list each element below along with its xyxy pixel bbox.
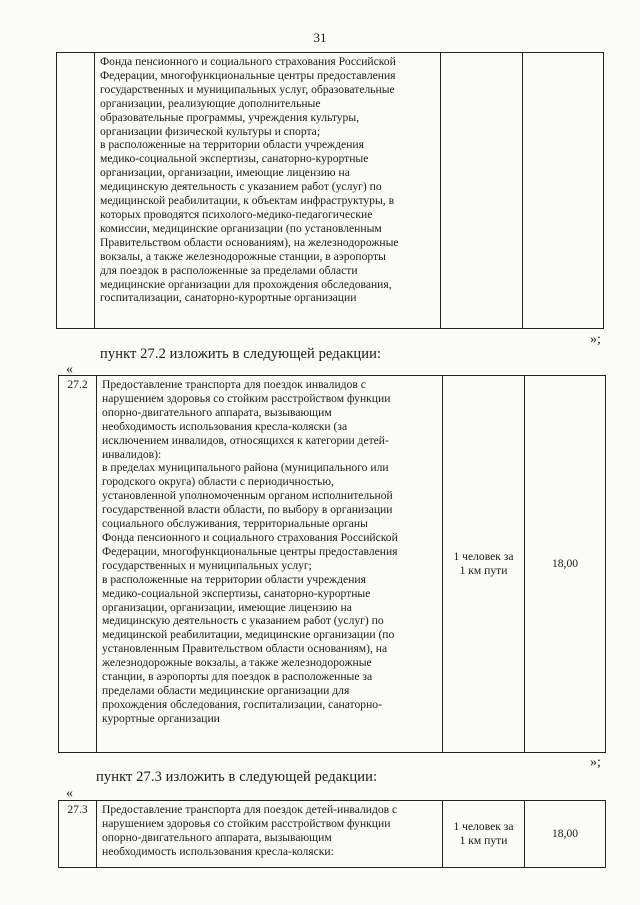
text-line: в расположенные на территории области учреждения: [100, 138, 364, 152]
text-line: государственной власти области, по выбору в организации: [102, 503, 393, 517]
amendment-instruction: пункт 27.3 изложить в следующей редакции:: [96, 769, 378, 785]
number-cell: [57, 53, 95, 329]
text-line: организации, организации, имеющие лицензию на: [102, 600, 352, 614]
text-line: Предоставление транспорта для поездок инвалидов с: [102, 378, 366, 391]
page-number: 31: [313, 30, 327, 45]
text-line: железнодорожные вокзалы, а также железнодорожные: [102, 656, 372, 670]
text-line: опорно-двигательного аппарата, вызывающим: [102, 830, 332, 844]
item-27-2-table: [58, 375, 606, 753]
description-cell: [97, 376, 443, 753]
description-cell: [95, 53, 441, 329]
opening-quote: «: [66, 786, 73, 801]
text-line: необходимость использования кресла-коляски (за: [102, 419, 348, 433]
description-lines: [102, 803, 438, 859]
text-line: исключением инвалидов, относящихся к категории детей-: [102, 433, 389, 447]
text-line: Правительством области основаниям), на железнодорожные: [100, 235, 399, 249]
text-line: Федерации, многофункциональные центры предоставления: [100, 68, 396, 82]
text-line: медицинские организации для прохождения обследования,: [100, 277, 392, 291]
description-lines: [102, 378, 438, 726]
text-line: государственных и муниципальных услуг, образовательные: [100, 82, 395, 96]
text-line: городского округа) области с периодичностью,: [102, 475, 334, 489]
text-line: Фонда пенсионного и социального страхования Российской: [100, 55, 396, 68]
text-line: для поездок в расположенные за пределами области: [100, 263, 358, 277]
text-line: установленным Правительством области основаниям), на: [102, 642, 388, 656]
continuation-table: [56, 52, 604, 329]
closing-quote: »;: [590, 755, 601, 770]
table-row: [59, 801, 606, 868]
text-line: образовательные программы, учреждения культуры,: [100, 110, 360, 124]
unit-cell: [443, 801, 525, 868]
unit-cell: [443, 376, 525, 753]
text-line: установленной уполномоченным органом исполнительной: [102, 489, 393, 503]
text-line: в пределах муниципального района (муниципального или: [102, 461, 389, 475]
text-line: организации физической культуры и спорта;: [100, 124, 321, 138]
unit-line: 1 человек за: [453, 550, 514, 564]
description-cell: [97, 801, 443, 868]
item-number: 27.3: [59, 801, 97, 868]
closing-quote: »;: [590, 332, 601, 347]
text-line: прохождения обследования, госпитализации, санаторно-: [102, 697, 382, 711]
unit-line: 1 человек за: [453, 820, 514, 834]
text-line: медицинской реабилитации, медицинские организации (по: [102, 628, 395, 642]
text-line: пределами области медицинские организации для: [102, 683, 350, 697]
opening-quote: «: [66, 362, 73, 377]
rate-cell: 18,00: [525, 376, 606, 753]
unit-line: 1 км пути: [459, 564, 508, 577]
text-line: нарушением здоровья со стойким расстройством функции: [102, 816, 391, 830]
text-line: Предоставление транспорта для поездок детей-инвалидов с: [102, 803, 398, 816]
text-line: в расположенные на территории области учреждения: [102, 572, 366, 586]
text-line: госпитализации, санаторно-курортные организации: [100, 291, 357, 305]
text-line: необходимость использования кресла-коляски:: [102, 844, 334, 858]
item-number: 27.2: [59, 376, 97, 753]
item-27-3-table: [58, 800, 606, 868]
unit-cell: [441, 53, 523, 329]
text-line: медико-социальной экспертизы, санаторно-курортные: [100, 152, 369, 166]
text-line: курортные организации: [102, 711, 220, 725]
amendment-instruction: пункт 27.2 изложить в следующей редакции:: [100, 346, 382, 362]
unit-line: 1 км пути: [459, 834, 508, 847]
rate-cell: 18,00: [525, 801, 606, 868]
description-lines: [100, 55, 436, 305]
text-line: опорно-двигательного аппарата, вызывающим: [102, 405, 332, 419]
text-line: инвалидов):: [102, 447, 162, 461]
text-line: комиссии, медицинские организации (по установленным: [100, 221, 382, 235]
text-line: социального обслуживания, территориальные органы: [102, 517, 368, 531]
table-row: [57, 53, 604, 329]
text-line: медицинскую деятельность с указанием работ (услуг) по: [102, 614, 384, 628]
text-line: медико-социальной экспертизы, санаторно-курортные: [102, 586, 371, 600]
text-line: организации, реализующие дополнительные: [100, 96, 321, 110]
text-line: нарушением здоровья со стойким расстройством функции: [102, 391, 391, 405]
text-line: Фонда пенсионного и социального страхования Российской: [102, 530, 398, 544]
text-line: медицинскую деятельность с указанием работ (услуг) по: [100, 180, 382, 194]
text-line: государственных и муниципальных услуг;: [102, 558, 312, 572]
rate-cell: [523, 53, 604, 329]
text-line: станции, в аэропорты для поездок в расположенные за: [102, 670, 373, 684]
text-line: вокзалы, а также железнодорожные станции, в аэропорты: [100, 249, 386, 263]
text-line: которых проводятся психолого-медико-педагогические: [100, 207, 373, 221]
table-row: [59, 376, 606, 753]
text-line: Федерации, многофункциональные центры предоставления: [102, 544, 398, 558]
text-line: организации, организации, имеющие лицензию на: [100, 166, 350, 180]
text-line: медицинской реабилитации, к объектам инфраструктуры, в: [100, 194, 395, 208]
